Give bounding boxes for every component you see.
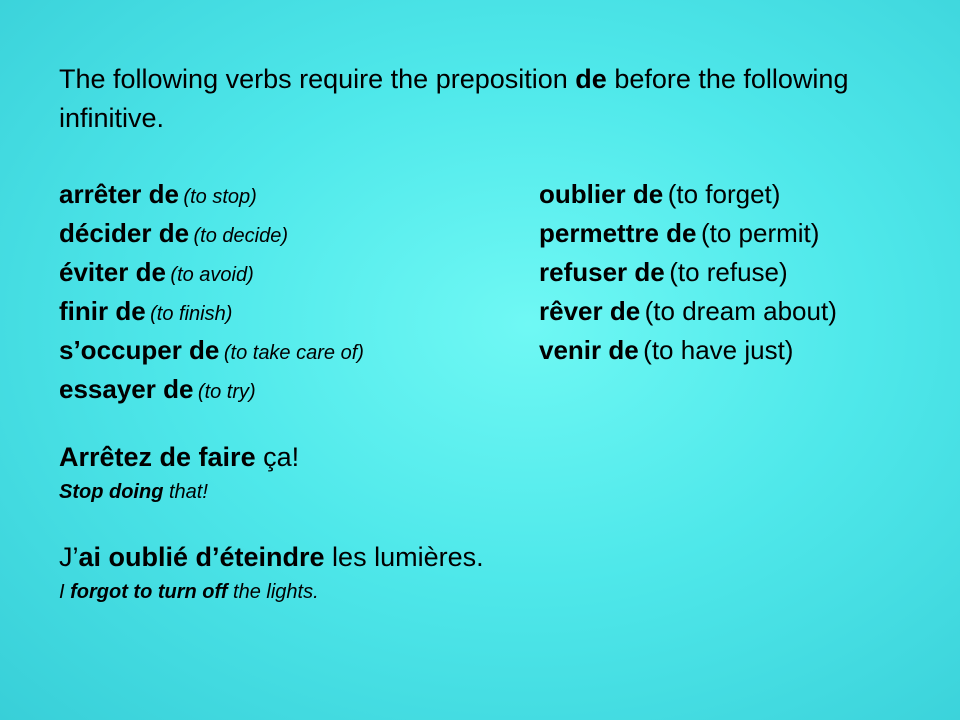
translation-rest: the lights. [227, 581, 319, 603]
verb: permettre de [539, 218, 697, 248]
verb-gloss: (to decide) [193, 225, 289, 247]
example-sentence-1 [59, 438, 299, 476]
intro-text [59, 60, 919, 138]
intro-bold-de: de [575, 64, 607, 94]
example-rest: ça! [255, 442, 300, 472]
verb-item [59, 214, 364, 253]
example-translation-2 [59, 579, 319, 605]
translation-rest: that! [163, 481, 208, 503]
example-bold: Arrêtez de faire [59, 442, 256, 472]
verb-item [59, 175, 364, 214]
verb-gloss: (to have just) [643, 335, 794, 365]
verb-item [539, 253, 837, 292]
verb-gloss: (to take care of) [223, 342, 364, 364]
intro-part2: before the following infinitive. [59, 64, 849, 133]
example-translation-1 [59, 479, 208, 505]
intro-part1: The following verbs require the preposition [59, 64, 576, 94]
verb: rêver de [539, 296, 641, 326]
verb-item [59, 292, 364, 331]
verb: essayer de [59, 374, 194, 404]
verb: oublier de [539, 179, 664, 209]
verb: éviter de [59, 257, 166, 287]
verb: refuser de [539, 257, 665, 287]
verb-gloss: (to try) [197, 381, 256, 403]
translation-prefix: I [59, 581, 71, 603]
translation-bold: forgot to turn off [70, 581, 228, 603]
verb-gloss: (to finish) [150, 303, 233, 325]
verb: venir de [539, 335, 639, 365]
verb-item [59, 370, 364, 409]
verb-item [539, 214, 837, 253]
verb-list-left [59, 175, 364, 409]
verb-gloss: (to refuse) [669, 257, 788, 287]
verb-item [59, 331, 364, 370]
verb-item [539, 292, 837, 331]
example-bold: ai oublié d’éteindre [78, 542, 325, 572]
verb-gloss: (to forget) [667, 179, 781, 209]
example-rest: les lumières. [324, 542, 484, 572]
verb-gloss: (to avoid) [170, 264, 254, 286]
verb: finir de [59, 296, 146, 326]
verb-item [539, 175, 837, 214]
verb: s’occuper de [59, 335, 220, 365]
example-sentence-2 [59, 538, 484, 576]
translation-bold: Stop doing [59, 481, 164, 503]
verb-item [539, 331, 837, 370]
verb-gloss: (to dream about) [644, 296, 837, 326]
verb-gloss: (to stop) [183, 186, 257, 208]
verb-gloss: (to permit) [700, 218, 820, 248]
verb-list-right [539, 175, 837, 370]
example-prefix: J’ [59, 542, 79, 572]
verb: arrêter de [59, 179, 179, 209]
verb-item [59, 253, 364, 292]
verb: décider de [59, 218, 190, 248]
